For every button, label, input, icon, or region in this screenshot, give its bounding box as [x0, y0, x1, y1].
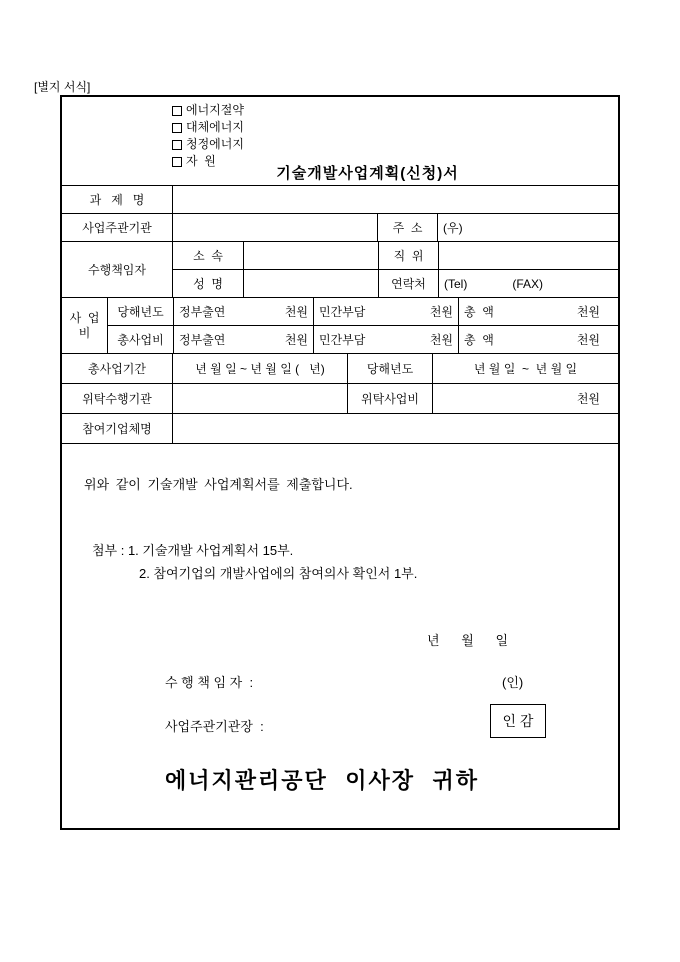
checkbox-label: 대체에너지 — [186, 120, 244, 134]
gov-unit-label: 천원 — [284, 333, 308, 347]
recipient-line: 에너지관리공단 이사장 귀하 — [165, 768, 480, 793]
private-share-label: 민간부담 — [319, 333, 366, 347]
checkbox-energy-saving[interactable] — [172, 102, 244, 119]
row-project-cost — [62, 297, 618, 353]
consignment-cost-input[interactable]: 천원 — [432, 384, 618, 413]
category-checkbox-list — [172, 102, 244, 170]
contact-label: 연락처 — [378, 270, 438, 297]
participants-label: 참여기업체명 — [82, 422, 152, 436]
form-header — [62, 97, 618, 185]
gov-unit-label: 천원 — [284, 305, 308, 319]
period-label: 총사업기간 — [88, 362, 146, 376]
address-label: 주 소 — [377, 214, 437, 241]
seal-box: 인 감 — [490, 704, 546, 738]
gov-contribution-label: 정부출연 — [179, 305, 226, 319]
row-organization — [62, 213, 618, 241]
row-period — [62, 353, 618, 383]
cost-row-label: 총사업비 — [117, 333, 164, 347]
name-label: 성 명 — [193, 277, 223, 291]
manager-sign-label: 수 행 책 임 자 : — [165, 675, 254, 690]
zip-address-input[interactable]: (우) — [437, 214, 618, 241]
total-amount-label: 총 액 — [464, 305, 494, 319]
consignment-cost-label: 위탁사업비 — [347, 384, 432, 413]
private-share-label: 민간부담 — [319, 305, 366, 319]
row-consignment — [62, 383, 618, 413]
affiliation-input[interactable] — [243, 242, 378, 269]
period-current-year-label: 당해년도 — [347, 354, 432, 383]
tel-label: (Tel) — [444, 276, 468, 291]
row-affiliation — [173, 242, 618, 269]
consignment-org-label: 위탁수행기관 — [82, 392, 152, 406]
period-current-value[interactable]: 년 월 일 ~ 년 월 일 — [432, 354, 618, 383]
cost-subtable — [107, 298, 618, 353]
form-title: 기술개발사업계획(신청)서 — [276, 165, 459, 182]
org-label: 사업주관기관 — [82, 221, 152, 235]
total-amount-label: 총 액 — [464, 333, 494, 347]
cost-label-line1: 사 업 — [69, 310, 100, 325]
period-value[interactable]: 년 월 일 ~ 년 월 일 ( 년) — [172, 354, 347, 383]
checkbox-label: 자 원 — [186, 154, 216, 168]
manager-label: 수행책임자 — [88, 263, 146, 277]
cost-label-line2: 비 — [78, 325, 91, 340]
project-name-input[interactable] — [172, 186, 618, 213]
private-share-cell[interactable] — [313, 298, 458, 325]
checkbox-alternative-energy[interactable] — [172, 119, 244, 136]
checkbox-clean-energy[interactable] — [172, 136, 244, 153]
checkbox-label: 에너지절약 — [186, 103, 244, 117]
manager-seal-mark: (인) — [502, 675, 524, 690]
consignment-org-input[interactable] — [172, 384, 347, 413]
checkbox-label: 청정에너지 — [186, 137, 244, 151]
position-input[interactable] — [438, 242, 618, 269]
name-input[interactable] — [243, 270, 378, 297]
position-label: 직 위 — [378, 242, 438, 269]
gov-contribution-label: 정부출연 — [179, 333, 226, 347]
total-unit-label: 천원 — [576, 305, 600, 319]
total-amount-cell[interactable] — [458, 326, 618, 353]
contact-input[interactable] — [438, 270, 618, 297]
submission-statement: 위와 같이 기술개발 사업계획서를 제출합니다. — [84, 477, 353, 492]
date-line: 년 월 일 — [427, 633, 509, 648]
gov-contribution-cell[interactable] — [173, 326, 313, 353]
row-participants — [62, 413, 618, 443]
form-footer — [62, 443, 618, 828]
participants-input[interactable] — [172, 414, 618, 443]
cost-row-total — [108, 325, 618, 353]
manager-subtable — [172, 242, 618, 297]
gov-contribution-cell[interactable] — [173, 298, 313, 325]
cost-row-current-year — [108, 298, 618, 325]
form-annotation-label: [별지 서식] — [34, 80, 91, 94]
affiliation-label: 소 속 — [193, 249, 223, 263]
private-unit-label: 천원 — [429, 305, 453, 319]
cost-label — [62, 298, 107, 353]
private-share-cell[interactable] — [313, 326, 458, 353]
fax-label: (FAX) — [512, 276, 544, 291]
checkbox-icon — [172, 106, 182, 116]
row-manager — [62, 241, 618, 297]
project-name-label: 과 제 명 — [89, 193, 145, 207]
total-unit-label: 천원 — [576, 333, 600, 347]
row-name-contact — [173, 269, 618, 297]
row-project-name — [62, 185, 618, 213]
org-input[interactable] — [172, 214, 377, 241]
total-amount-cell[interactable] — [458, 298, 618, 325]
application-form — [60, 95, 620, 830]
private-unit-label: 천원 — [429, 333, 453, 347]
org-head-sign-label: 사업주관기관장 : — [165, 719, 264, 734]
checkbox-icon — [172, 140, 182, 150]
attachment-line-2: 2. 참여기업의 개발사업에의 참여의사 확인서 1부. — [139, 566, 418, 581]
cost-row-label: 당해년도 — [117, 305, 164, 319]
attachment-line-1: 첨부 : 1. 기술개발 사업계획서 15부. — [92, 543, 294, 558]
checkbox-icon — [172, 123, 182, 133]
